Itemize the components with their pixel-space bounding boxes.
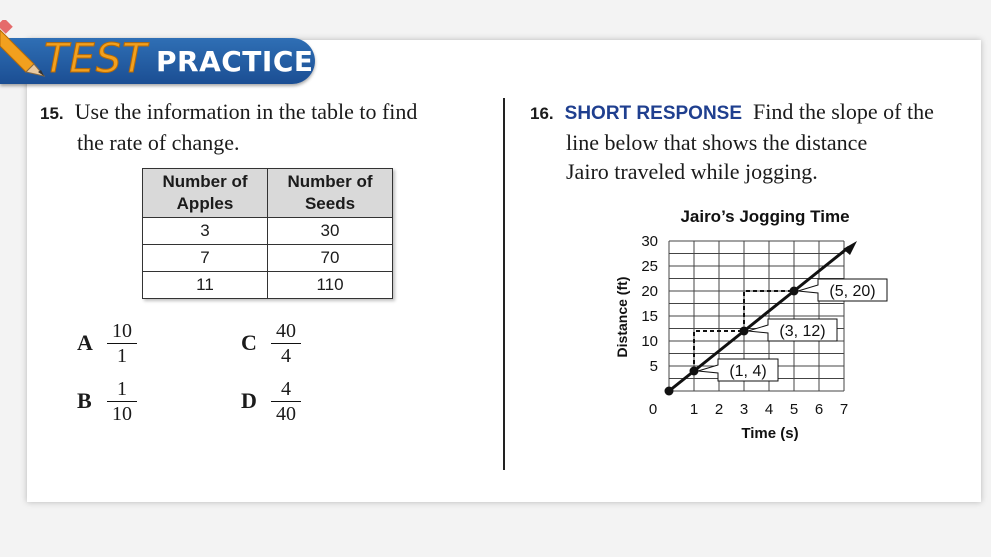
fraction	[271, 320, 301, 367]
question-text-line: Use the information in the table to find	[74, 99, 418, 124]
fraction	[107, 378, 137, 425]
fraction	[107, 320, 137, 367]
y-tick-label: 5	[649, 358, 658, 375]
table-row	[143, 272, 393, 299]
banner-test-text: TEST	[44, 36, 148, 82]
fraction	[271, 378, 301, 425]
x-tick-label: 4	[764, 401, 774, 418]
x-tick-label: 6	[814, 401, 824, 418]
y-tick-label: 10	[641, 333, 658, 350]
denominator: 4	[281, 345, 291, 367]
x-tick-label: 1	[689, 401, 699, 418]
question-15	[40, 97, 490, 157]
denominator: 40	[276, 403, 296, 425]
table-cell: 110	[268, 272, 393, 299]
x-tick-label: 0	[648, 401, 658, 418]
data-point	[690, 367, 699, 376]
origin-point	[665, 387, 674, 396]
question-number: 15.	[40, 104, 64, 123]
question-text-line: Jairo traveled while jogging.	[566, 159, 818, 184]
column-divider	[503, 98, 505, 470]
choice-letter: C	[241, 330, 257, 355]
table-cell: 7	[143, 245, 268, 272]
table-cell: 3	[143, 218, 268, 245]
x-tick-label: 3	[739, 401, 749, 418]
table-header: Number of Apples	[143, 169, 268, 218]
question-text-line: line below that shows the distance	[566, 130, 868, 155]
point-label: (3, 12)	[779, 323, 826, 340]
numerator: 40	[271, 320, 301, 344]
choice-letter: D	[241, 388, 257, 413]
jogging-chart	[600, 200, 900, 450]
table-header: Number of Seeds	[268, 169, 393, 218]
x-tick-label: 5	[789, 401, 799, 418]
short-response-label: SHORT RESPONSE	[564, 103, 743, 124]
numerator: 10	[107, 320, 137, 344]
x-tick-label: 2	[714, 401, 724, 418]
y-axis-label: Distance (ft)	[614, 276, 630, 358]
point-label: (5, 20)	[829, 283, 876, 300]
table-cell: 11	[143, 272, 268, 299]
denominator: 10	[112, 403, 132, 425]
y-tick-label: 20	[641, 283, 658, 300]
table-cell: 30	[268, 218, 393, 245]
table-row	[143, 245, 393, 272]
choice-letter: B	[77, 388, 92, 413]
choice-letter: A	[77, 330, 93, 355]
y-tick-label: 15	[641, 308, 658, 325]
data-point	[740, 327, 749, 336]
arrowhead-icon	[843, 241, 857, 255]
y-tick-label: 25	[641, 258, 658, 275]
table-row	[143, 218, 393, 245]
point-label: (1, 4)	[729, 363, 767, 380]
question-text-line: Find the slope of the	[753, 99, 934, 124]
apples-seeds-table	[142, 168, 393, 299]
denominator: 1	[117, 345, 127, 367]
numerator: 4	[271, 378, 301, 402]
question-number: 16.	[530, 104, 554, 123]
question-text-line: the rate of change.	[77, 130, 240, 155]
data-point	[790, 287, 799, 296]
question-16	[530, 97, 975, 186]
chart-title: Jairo’s Jogging Time	[680, 207, 850, 226]
x-tick-label: 7	[839, 401, 849, 418]
y-tick-label: 30	[641, 233, 658, 250]
x-axis-label: Time (s)	[741, 425, 799, 442]
numerator: 1	[107, 378, 137, 402]
banner-practice-text: PRACTICE	[156, 45, 314, 78]
table-cell: 70	[268, 245, 393, 272]
